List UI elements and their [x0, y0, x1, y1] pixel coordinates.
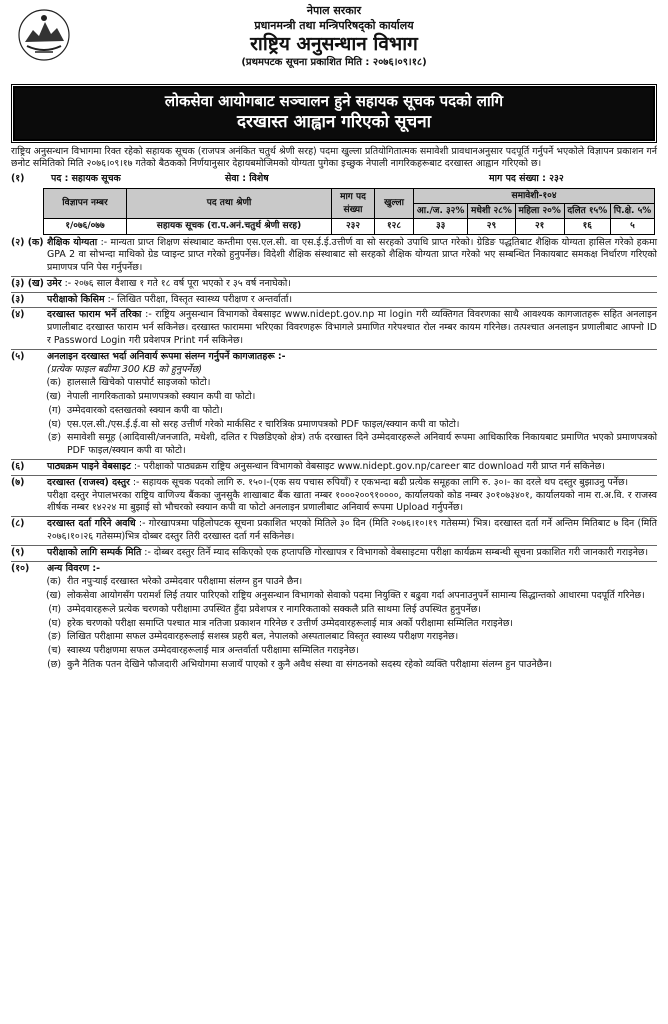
department-name: राष्ट्रिय अनुसन्धान विभाग — [250, 32, 418, 55]
nepal-emblem-icon — [17, 8, 71, 62]
item-text: रीत नपुऱ्याई दरखास्त भरेको उम्मेदवार परीक्षामा संलग्न हुन पाउने छैन। — [67, 576, 303, 588]
section-exam-contact — [11, 547, 657, 560]
section-text: :- लिखित परीक्षा, विस्तृत स्वास्थ्य परीक्षण र अन्तर्वार्ता। — [107, 293, 293, 305]
section-number: (१०) — [11, 562, 30, 574]
list-item — [11, 631, 657, 644]
table-row — [44, 219, 655, 234]
list-item — [11, 576, 657, 589]
table-cell: १/०७६/०७७ — [44, 219, 127, 234]
section-application-method — [11, 309, 657, 347]
section-number: (३) (ख) — [11, 277, 44, 289]
item-number: (ङ) — [47, 631, 61, 643]
item-number: (ख) — [46, 391, 61, 403]
section-number: (८) — [11, 518, 25, 530]
section-number: (९) — [11, 546, 25, 558]
section-number: (७) — [11, 476, 25, 488]
table-cell: सहायक सूचक (रा.प.अनं.चतुर्थ श्रेणी सरह) — [127, 219, 332, 234]
section-text: :- मान्यता प्राप्त शिक्षण संस्थाबाट कम्तीमा एस.एल.सी. वा एस.ई.ई.उत्तीर्ण वा सो सरहको उपाधि प्राप्त गरेको। ग्रेडिङ पद्धतिबाट शैक्षिक योग्यता हासिल गरेको हकमा GPA 2 वा सोभन्दा माथिको ग्रेड प्वाइन्ट प्राप्त गरेको हुनुपर्नेछ। विदेशी शैक्षिक संस्थाबाट सो सरहको शैक्षिक योग्यता प्राप्त गरेको भए सम्बन्धित निकायबाट समकक्ष निर्धारण गरिएको प्रमाणपत्र पनि पेस गर्नुपर्नेछ। — [47, 236, 658, 274]
section-label: दरखास्त (राजस्व) दस्तुर — [47, 476, 130, 488]
item-text: हरेक चरणको परीक्षा समाप्ति पश्चात मात्र नतिजा प्रकाशन गरिनेछ र उत्तीर्ण उम्मेदवारहरूलाई मात्र अर्को परीक्षामा सम्मिलित गराइनेछ। — [67, 617, 513, 629]
section-text: :- सहायक सूचक पदको लागि रु. १५०।-(एक सय पचास रुपियाँ) र एकभन्दा बढी प्रत्येक समूहका लागि रु. ३०।- का दरले थप दस्तुर बुझाउनु पर्नेछ। — [132, 476, 629, 488]
item-text: उम्मेदवारको दस्तखतको स्क्यान कपी वा फोटो। — [67, 404, 223, 416]
header-inclusive: समावेशी-१०४ — [414, 188, 655, 203]
header-post: पद तथा श्रेणी — [127, 188, 332, 218]
section-fee — [11, 477, 657, 515]
banner-line-2: दरखास्त आह्वान गरिएको सूचना — [236, 112, 432, 133]
item-number: (ग) — [48, 603, 61, 615]
subheader-backward-region: पि.क्षे. ५% — [610, 204, 654, 219]
item-text: हालसालै खिचेको पासपोर्ट साइजको फोटो। — [67, 377, 211, 389]
notice-page — [9, 0, 659, 672]
header-demand: माग पद संख्या — [332, 188, 375, 218]
header-open: खुल्ला — [375, 188, 414, 218]
item-text: स्वास्थ्य परीक्षणमा सफल उम्मेदवारहरूलाई मात्र अन्तर्वार्ता परीक्षामा सम्मिलित गराइनेछ। — [67, 645, 359, 657]
section-text: :- दोब्बर दस्तुर तिर्ने म्याद सकिएको एक हप्तापछि गोरखापत्र र विभागको वेबसाइटमा परीक्षा कार्यक्रम सम्बन्धी सूचना प्रकाशित गरी जानकारी गराइनेछ। — [144, 546, 649, 558]
subheader-women: महिला २०% — [515, 204, 564, 219]
section-text: :- २०७६ साल वैशाख १ गते १८ वर्ष पूरा भएको र ३५ वर्ष ननाघेको। — [64, 277, 291, 289]
banner-line-1: लोकसेवा आयोगबाट सञ्चालन हुने सहायक सूचक पदको लागि — [164, 92, 504, 110]
item-number: (घ) — [48, 418, 61, 430]
section-number: (१) — [11, 173, 25, 185]
list-item — [11, 405, 657, 418]
table-cell: ५ — [610, 219, 654, 234]
vacancy-table — [43, 188, 655, 235]
item-text: उम्मेदवारहरूले प्रत्येक चरणको परीक्षामा उपस्थित हुँदा प्रवेशपत्र र नागरिकताको सक्कलै प्रति साथमा लिई उपस्थित हुनुपर्नेछ। — [67, 603, 481, 615]
list-item — [11, 419, 657, 432]
item-number: (क) — [46, 576, 61, 588]
table-cell: ३३ — [414, 219, 468, 234]
divider — [11, 561, 657, 562]
item-number: (ङ) — [47, 432, 61, 444]
table-cell: १२८ — [375, 219, 414, 234]
section-number: (६) — [11, 461, 25, 473]
section-number: (२) (क) — [11, 236, 44, 248]
notice-banner — [13, 86, 655, 141]
header-ad-number: विज्ञापन नम्बर — [44, 188, 127, 218]
list-item — [11, 377, 657, 390]
letterhead — [9, 4, 659, 84]
item-text: लोकसेवा आयोगसँग परामर्श लिई तयार पारिएको राष्ट्रिय अनुसन्धान विभागको सेवाको पदमा नियुक्ति र बढुवा गर्दा अपनाउनुपर्ने सामान्य सिद्धान्तको आधारमा पदपूर्ति गरिनेछ। — [67, 590, 645, 602]
section-age — [11, 278, 657, 291]
divider — [11, 292, 657, 293]
government-name: नेपाल सरकार — [306, 4, 362, 17]
divider — [11, 459, 657, 460]
section-documents — [11, 351, 657, 377]
section-other-details — [11, 563, 657, 576]
section-number: (५) — [11, 350, 25, 362]
table-cell: २९ — [468, 219, 515, 234]
table-cell: १६ — [564, 219, 610, 234]
divider — [11, 475, 657, 476]
item-text: लिखित परीक्षामा सफल उम्मेदवारहरूलाई सशस्त्र प्रहरी बल, नेपालको अस्पतालबाट विस्तृत स्वास्थ्य परीक्षण गराइनेछ। — [67, 631, 459, 643]
section-label: दरखास्त फाराम भर्ने तरिका — [47, 309, 142, 321]
section-label: पाठ्यक्रम पाइने वेबसाइट — [47, 461, 131, 473]
list-item — [11, 604, 657, 617]
section-label: दरखास्त दर्ता गरिने अवधि — [47, 518, 136, 530]
office-name: प्रधानमन्त्री तथा मन्त्रिपरिषद्‌को कार्यालय — [254, 18, 414, 32]
section-number: (३) — [11, 293, 25, 305]
item-number: (च) — [47, 645, 61, 657]
subheader-indigenous: आ./ज. ३२% — [414, 204, 468, 219]
item-number: (क) — [46, 377, 61, 389]
item-text: नेपाली नागरिकताको प्रमाणपत्रको स्क्यान कपी वा फोटो। — [67, 391, 256, 403]
section-label: परीक्षाको लागि सम्पर्क मिति — [47, 546, 142, 558]
section-text: :- गोरखापत्रमा पहिलोपटक सूचना प्रकाशित भएको मितिले ३० दिन (मिति २०७६।१०।१९ गतेसम्म) भित्र। दरखास्त दर्ता गर्ने अन्तिम मितिबाट ७ दिन (मिति २०७६।१०।२६ गतेसम्म)भित्र दोब्बर दस्तुर तिरी दरखास्त दर्ता गर्न सकिनेछ। — [47, 518, 657, 542]
service-name: सेवा : विशेष — [225, 173, 269, 185]
section-label: शैक्षिक योग्यता — [47, 236, 98, 248]
post-summary — [11, 173, 657, 186]
post-name: पद : सहायक सूचक — [51, 173, 121, 185]
section-syllabus — [11, 461, 657, 474]
section-text: :- परीक्षाको पाठ्यक्रम राष्ट्रिय अनुसन्धान विभागको वेबसाइट www.nidept.gov.np/career बाट download गरी प्राप्त गर्न सकिनेछ। — [133, 461, 605, 473]
divider — [11, 349, 657, 350]
item-number: (ग) — [48, 404, 61, 416]
section-text: :- राष्ट्रिय अनुसन्धान विभागको वेबसाइट www.nidept.gov.np मा login गरी व्यक्तिगत विवरणका साथै आवश्यक कागजातहरू सहित अनलाइन प्रणालीबाट दरखास्त फाराम भर्न सकिनेछ। दरखास्त फाराममा भरिएका विवरणहरू विभागले प्रमाणित गरेपश्चात रोल नम्बर कायम गरिनेछ। तत्पश्चात अनलाइन प्रणालीबाट आफ्नो ID र Password Login गरी प्रवेशपत्र Print गर्न सकिनेछ। — [47, 309, 657, 347]
list-item — [11, 432, 657, 458]
section-number: (४) — [11, 309, 25, 321]
intro-paragraph: राष्ट्रिय अनुसन्धान विभागमा रिक्त रहेको सहायक सूचक (राजपत्र अनंकित चतुर्थ श्रेणी सरह) पदमा खुल्ला प्रतियोगितात्मक समावेशी प्रावधानअनुसार पदपूर्ति गर्नुपर्ने भएकोले विज्ञापन प्रकाशन गर्न छनोट समितिको मिति २०७६।०९।१७ गतेको बैठकको निर्णयानुसार देहायबमोजिमको योग्यता पुगेका इच्छुक नेपाली नागरिकहरूबाट दरखास्त आह्वान गरिएको छ। — [11, 145, 657, 170]
section-label: उमेर — [47, 277, 62, 289]
item-text: कुनै नैतिक पतन देखिने फौजदारी अभियोगमा सजायँ पाएको र कुनै अवैध संस्था वा संगठनको सदस्य रहेको व्यक्ति परीक्षामा संलग्न हुन पाउनेछैन। — [67, 658, 553, 670]
item-text: समावेशी समूह (आदिवासी/जनजाति, मधेशी, दलित र पिछडिएको क्षेत्र) तर्फ दरखास्त दिने उम्मेदवारहरूले अनिवार्य रूपमा आधिकारिक निकायबाट प्रमाणित भएको प्रमाणपत्रको PDF फाइल/स्क्यान कपी वा फोटो। — [67, 432, 657, 457]
publish-date: (प्रथमपटक सूचना प्रकाशित मिति : २०७६।०९।१८) — [241, 56, 427, 68]
item-number: (ख) — [46, 590, 61, 602]
file-size-note: (प्रत्येक फाइल बढीमा 300 KB को हुनुपर्नेछ) — [47, 363, 202, 375]
subheader-madhesi: मधेशी २८% — [468, 204, 515, 219]
list-item — [11, 645, 657, 658]
list-item — [11, 659, 657, 672]
item-text: एस.एल.सी./एस.ई.ई.वा सो सरह उत्तीर्ण गरेको मार्कसिट र चारित्रिक प्रमाणपत्रको PDF फाइल/स्क्यान कपी वा फोटो। — [67, 418, 460, 430]
section-label: अन्य विवरण :- — [47, 562, 100, 574]
list-item — [11, 391, 657, 404]
section-qualification — [11, 237, 657, 275]
subheader-dalit: दलित १५% — [564, 204, 610, 219]
divider — [11, 276, 657, 277]
divider — [11, 545, 657, 546]
table-cell: २१ — [515, 219, 564, 234]
section-text-2: परीक्षा दस्तुर नेपालभरका राष्ट्रिय वाणिज्य बैंकका जुनसुकै शाखाबाट बैंक खाता नम्बर १०००२००९१००००, कार्यालयको कोड नम्बर ३०१०७३४०१, कार्यालयको नाम रा.अ.वि. र राजस्व शीर्षक नम्बर १४२२४ मा बुझाई सो भौचरको स्क्यान कपी वा फोटो अनलाइन प्रणालीबाट अनिवार्य रूपमा Upload गर्नुपर्नेछ। — [47, 489, 657, 514]
section-label: परीक्षाको किसिम — [47, 293, 105, 305]
table-cell: २३२ — [332, 219, 375, 234]
item-number: (छ) — [47, 658, 61, 670]
item-number: (घ) — [48, 617, 61, 629]
list-item — [11, 590, 657, 603]
section-label: अनलाइन दरखास्त भर्दा अनिवार्य रूपमा संलग्न गर्नुपर्ने कागजातहरू :- — [47, 350, 286, 362]
section-deadline — [11, 518, 657, 544]
demand-count: माग पद संख्या : २३२ — [489, 173, 564, 185]
section-exam-type — [11, 294, 657, 307]
list-item — [11, 618, 657, 631]
